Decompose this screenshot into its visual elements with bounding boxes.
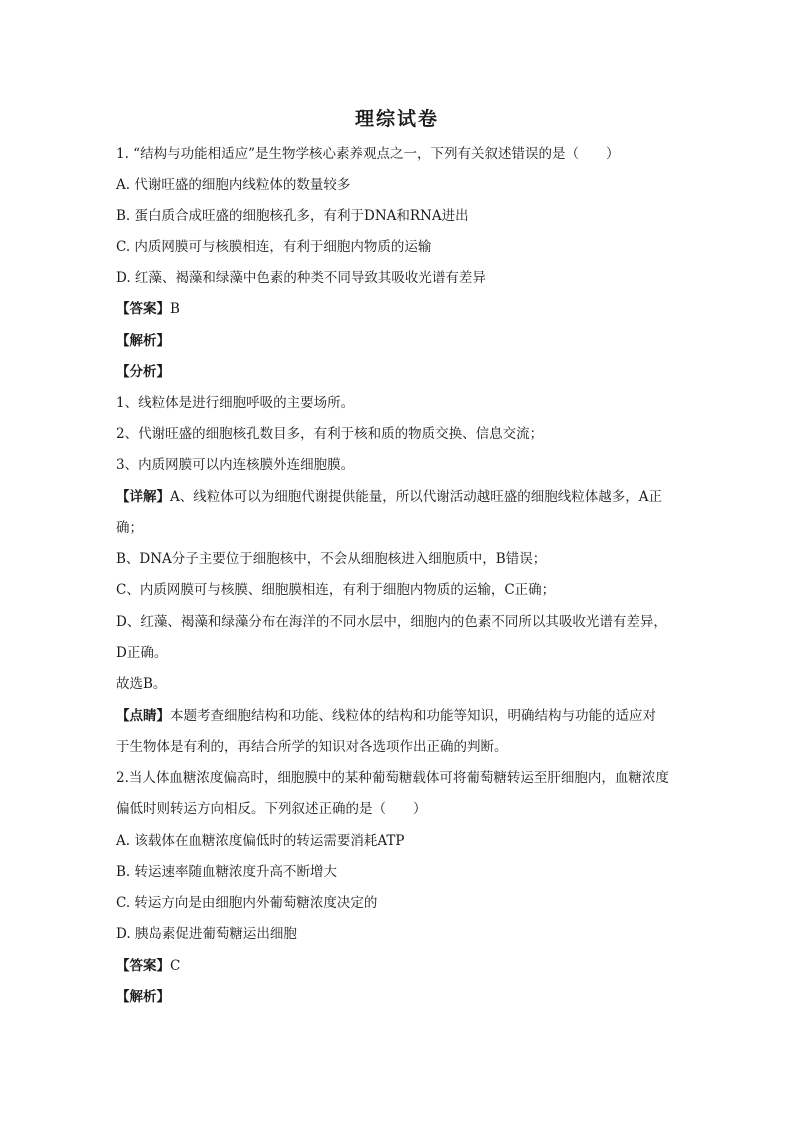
q1-answer-line <box>116 299 180 319</box>
analysis-tag: 【解析】 <box>116 333 170 349</box>
detail-line <box>116 487 662 507</box>
detail-tag: 【详解】 <box>116 489 170 505</box>
q2-option-b: B. 转运速率随血糖浓度升高不断增大 <box>116 864 338 880</box>
detail-line: D、红藻、褐藻和绿藻分布在海洋的不同水层中，细胞内的色素不同所以其吸收光谱有差异， <box>116 614 667 630</box>
q2-option-d: D. 胰岛素促进葡萄糖运出细胞 <box>116 926 297 942</box>
q2-option-c: C. 转运方向是由细胞内外葡萄糖浓度决定的 <box>116 895 378 911</box>
detail-line: D正确。 <box>116 645 168 661</box>
detail-line: 确； <box>116 520 143 536</box>
q1-stem: 1. “结构与功能相适应”是生物学核心素养观点之一，下列有关叙述错误的是（ ） <box>116 146 620 162</box>
q2-option-a: A. 该载体在血糖浓度偏低时的转运需要消耗ATP <box>116 833 405 849</box>
q1-option-b: B. 蛋白质合成旺盛的细胞核孔多，有利于DNA和RNA进出 <box>116 208 469 224</box>
fenxi-tag: 【分析】 <box>116 364 170 380</box>
comment-tag: 【点睛】 <box>116 708 170 724</box>
detail-text: A、线粒体可以为细胞代谢提供能量，所以代谢活动越旺盛的细胞线粒体越多，A正 <box>170 489 662 505</box>
detail-line: 故选B。 <box>116 676 167 692</box>
comment-line: 于生物体是有利的，再结合所学的知识对各选项作出正确的判断。 <box>116 739 508 755</box>
answer-tag: 【答案】 <box>116 958 170 974</box>
comment-line <box>116 706 656 726</box>
detail-line: B、DNA分子主要位于细胞核中，不会从细胞核进入细胞质中，B错误； <box>116 551 547 567</box>
fenxi-point: 1、线粒体是进行细胞呼吸的主要场所。 <box>116 395 355 411</box>
q2-stem: 2.当人体血糖浓度偏高时，细胞膜中的某种葡萄糖载体可将葡萄糖转运至肝细胞内，血糖浓度 <box>116 770 669 786</box>
comment-text: 本题考查细胞结构和功能、线粒体的结构和功能等知识，明确结构与功能的适应对 <box>170 708 656 724</box>
q1-option-c: C. 内质网膜可与核膜相连，有利于细胞内物质的运输 <box>116 239 432 255</box>
q1-option-d: D. 红藻、褐藻和绿藻中色素的种类不同导致其吸收光谱有差异 <box>116 270 486 286</box>
q2-answer-line <box>116 956 180 976</box>
q2-stem: 偏低时则转运方向相反。下列叙述正确的是（ ） <box>116 801 427 817</box>
q1-option-a: A. 代谢旺盛的细胞内线粒体的数量较多 <box>116 177 351 193</box>
answer-value: C <box>170 958 181 974</box>
fenxi-point: 2、代谢旺盛的细胞核孔数目多，有利于核和质的物质交换、信息交流； <box>116 426 544 442</box>
fenxi-point: 3、内质网膜可以内连核膜外连细胞膜。 <box>116 457 355 473</box>
answer-value: B <box>170 301 180 317</box>
detail-line: C、内质网膜可与核膜、细胞膜相连，有利于细胞内物质的运输，C正确； <box>116 582 556 598</box>
analysis-tag: 【解析】 <box>116 989 170 1005</box>
answer-tag: 【答案】 <box>116 301 170 317</box>
page-title: 理综试卷 <box>354 108 439 130</box>
